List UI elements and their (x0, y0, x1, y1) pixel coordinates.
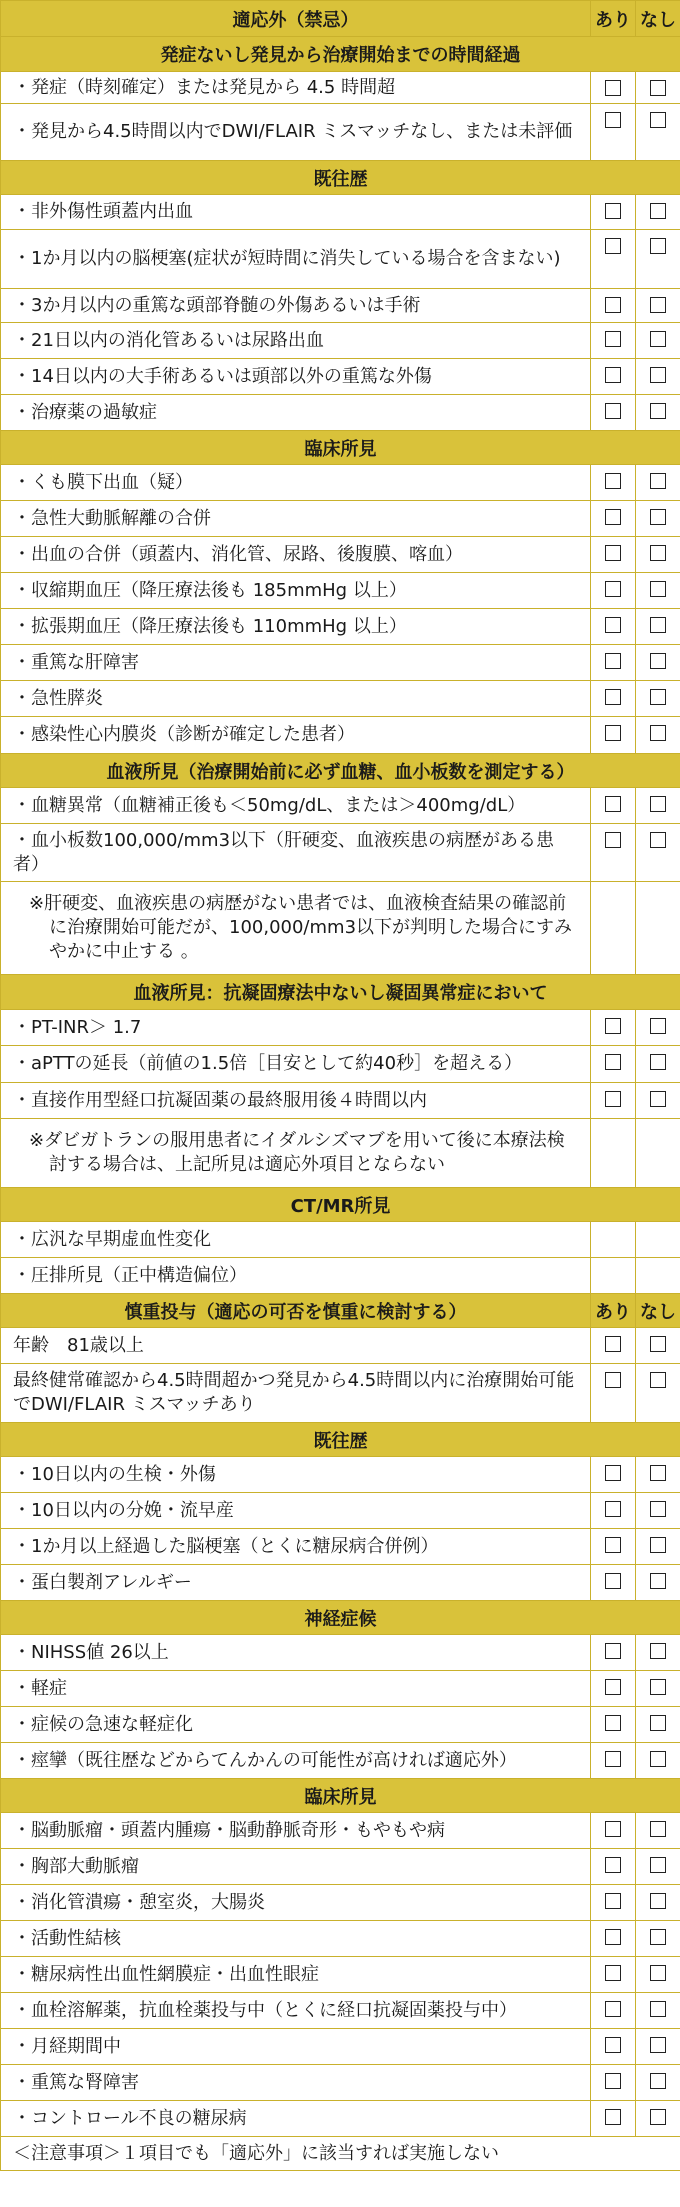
check-item-label: ・蛋白製剤アレルギー (1, 1565, 591, 1601)
section-title: 発症ないし発見から治療開始までの時間経過 (1, 37, 680, 72)
check-cell-no (636, 2029, 680, 2065)
check-cell-yes (591, 681, 636, 717)
check-item-label: ・aPTTの延長（前値の1.5倍［目安として約40秒］を超える） (1, 1046, 591, 1083)
check-cell-no (636, 1885, 680, 1921)
checkbox-yes[interactable] (605, 509, 621, 525)
check-cell-yes (591, 537, 636, 573)
checkbox-no[interactable] (650, 1501, 666, 1517)
checklist-body (1, 1, 680, 2171)
section-header-row (1, 975, 680, 1010)
check-item-label: ・直接作用型経口抗凝固薬の最終服用後４時間以内 (1, 1083, 591, 1119)
check-item-label: ・非外傷性頭蓋内出血 (1, 195, 591, 230)
check-cell-yes (591, 1493, 636, 1529)
checkbox-no[interactable] (650, 796, 666, 812)
checkbox-yes[interactable] (605, 403, 621, 419)
section-title: 血液所見（治療開始前に必ず血糖、血小板数を測定する） (1, 754, 680, 788)
check-item-label: ・コントロール不良の糖尿病 (1, 2101, 591, 2137)
section-header-row (1, 1423, 680, 1457)
checkbox-yes[interactable] (605, 1372, 621, 1388)
section-header-row (1, 1601, 680, 1635)
check-cell-no (636, 1957, 680, 1993)
check-item-row (1, 717, 680, 754)
header-yes: あり (591, 1294, 636, 1328)
check-cell-yes (591, 1010, 636, 1046)
checkbox-yes[interactable] (605, 203, 621, 219)
checkbox-no[interactable] (650, 653, 666, 669)
check-cell-yes (591, 72, 636, 104)
check-cell-no (636, 681, 680, 717)
check-cell-yes (591, 465, 636, 501)
checkbox-yes[interactable] (605, 238, 621, 254)
section-header-row (1, 161, 680, 195)
check-item-row (1, 1743, 680, 1779)
checkbox-no[interactable] (650, 1372, 666, 1388)
check-cell-no (636, 1083, 680, 1119)
checkbox-yes[interactable] (605, 1751, 621, 1767)
checkbox-no[interactable] (650, 473, 666, 489)
check-cell-no (636, 1671, 680, 1707)
check-cell-no (636, 645, 680, 681)
check-item-label: ・消化管潰瘍・憩室炎，大腸炎 (1, 1885, 591, 1921)
check-item-label: ・発見から4.5時間以内でDWI/FLAIR ミスマッチなし、または未評価 (1, 104, 591, 161)
check-cell-yes (591, 1813, 636, 1849)
check-cell-no (636, 1364, 680, 1423)
check-item-label: ・急性大動脈解離の合併 (1, 501, 591, 537)
checkbox-no[interactable] (650, 203, 666, 219)
section-header-row (1, 754, 680, 788)
checkbox-no[interactable] (650, 1679, 666, 1695)
footer-row (1, 2137, 680, 2171)
check-item-row (1, 359, 680, 395)
check-item-label: ・活動性結核 (1, 1921, 591, 1957)
checkbox-no[interactable] (650, 1018, 666, 1034)
section-title: 慎重投与（適応の可否を慎重に検討する） (1, 1294, 591, 1328)
check-item-label: 最終健常確認から4.5時間超かつ発見から4.5時間以内に治療開始可能でDWI/FLAIR ミスマッチあり (1, 1364, 591, 1423)
check-cell-no (636, 1707, 680, 1743)
section-title: 神経症候 (1, 1601, 680, 1635)
check-cell-no (636, 537, 680, 573)
check-item-row (1, 609, 680, 645)
section-title: 臨床所見 (1, 431, 680, 465)
check-item-label: ・14日以内の大手術あるいは頭部以外の重篤な外傷 (1, 359, 591, 395)
check-item-row (1, 1529, 680, 1565)
check-cell-no (636, 1457, 680, 1493)
checkbox-yes[interactable] (605, 796, 621, 812)
check-item-label: ・NIHSS値 26以上 (1, 1635, 591, 1671)
checkbox-yes[interactable] (605, 1465, 621, 1481)
checkbox-no[interactable] (650, 1821, 666, 1837)
check-cell-no (636, 1849, 680, 1885)
check-cell-no (636, 824, 680, 882)
check-item-row (1, 1364, 680, 1423)
check-cell-no (636, 573, 680, 609)
check-item-row (1, 681, 680, 717)
checkbox-no[interactable] (650, 367, 666, 383)
checkbox-yes[interactable] (605, 1643, 621, 1659)
check-cell-no (636, 1328, 680, 1364)
check-item-label: ・1か月以内の脳梗塞(症状が短時間に消失している場合を含まない) (1, 230, 591, 289)
check-cell-no (636, 289, 680, 323)
check-cell-yes (591, 2065, 636, 2101)
checkbox-no[interactable] (650, 331, 666, 347)
check-item-label: ・感染性心内膜炎（診断が確定した患者） (1, 717, 591, 754)
checkbox-yes[interactable] (605, 1715, 621, 1731)
check-item-row (1, 2029, 680, 2065)
check-item-row (1, 1493, 680, 1529)
check-item-label: ・軽症 (1, 1671, 591, 1707)
check-item-row (1, 72, 680, 104)
checkbox-no[interactable] (650, 2037, 666, 2053)
check-item-row (1, 2065, 680, 2101)
checkbox-yes[interactable] (605, 2109, 621, 2125)
checkbox-no[interactable] (650, 1573, 666, 1589)
check-item-row (1, 1707, 680, 1743)
check-cell-yes (591, 501, 636, 537)
check-cell-yes (591, 1222, 636, 1258)
check-item-label: ・圧排所見（正中構造偏位） (1, 1258, 591, 1294)
checkbox-yes[interactable] (605, 2001, 621, 2017)
check-cell-no (636, 1046, 680, 1083)
check-cell-no (636, 1010, 680, 1046)
check-item-row (1, 1457, 680, 1493)
checkbox-no[interactable] (650, 1465, 666, 1481)
note-text: ※ダビガトランの服用患者にイダルシズマブを用いて後に本療法検討する場合は、上記所見は適応外項目とならない (1, 1119, 591, 1188)
check-item-row (1, 1635, 680, 1671)
section-title: 臨床所見 (1, 1779, 680, 1813)
checkbox-yes[interactable] (605, 1821, 621, 1837)
check-item-row (1, 1083, 680, 1119)
check-item-label: ・21日以内の消化管あるいは尿路出血 (1, 323, 591, 359)
note-text: ※肝硬変、血液疾患の病歴がない患者では、血液検査結果の確認前に治療開始可能だが、100,000/mm3以下が判明した場合にすみやかに中止する 。 (1, 882, 591, 975)
checkbox-yes[interactable] (605, 1929, 621, 1945)
checkbox-yes[interactable] (605, 725, 621, 741)
check-item-label: ・血小板数100,000/mm3以下（肝硬変、血液疾患の病歴がある患者） (1, 824, 591, 882)
check-item-row (1, 289, 680, 323)
check-cell-no (636, 195, 680, 230)
check-cell-no (636, 1529, 680, 1565)
checkbox-no[interactable] (650, 2001, 666, 2017)
checkbox-no[interactable] (650, 80, 666, 96)
checkbox-yes[interactable] (605, 80, 621, 96)
check-item-label: ・糖尿病性出血性網膜症・出血性眼症 (1, 1957, 591, 1993)
check-cell-no (636, 230, 680, 289)
checkbox-no[interactable] (650, 1929, 666, 1945)
check-cell-no (636, 1565, 680, 1601)
checkbox-no[interactable] (650, 2073, 666, 2089)
check-item-label: ・収縮期血圧（降圧療法後も 185mmHg 以上） (1, 573, 591, 609)
check-cell-yes (591, 1328, 636, 1364)
check-item-label: ・症候の急速な軽症化 (1, 1707, 591, 1743)
check-cell-yes (591, 395, 636, 431)
check-item-label: ・血糖異常（血糖補正後も＜50mg/dL、または＞400mg/dL） (1, 788, 591, 824)
check-cell-yes (591, 788, 636, 824)
checkbox-yes[interactable] (605, 1501, 621, 1517)
check-cell-no (636, 72, 680, 104)
checkbox-yes[interactable] (605, 1965, 621, 1981)
check-cell-no (636, 1813, 680, 1849)
check-item-row (1, 104, 680, 161)
checkbox-yes[interactable] (605, 1091, 621, 1107)
check-cell-yes (591, 1083, 636, 1119)
check-cell-yes (591, 1565, 636, 1601)
check-item-row (1, 537, 680, 573)
section-header-row (1, 1188, 680, 1222)
checkbox-no[interactable] (650, 1965, 666, 1981)
check-cell-yes (591, 1885, 636, 1921)
check-cell-no (636, 1921, 680, 1957)
check-item-row (1, 395, 680, 431)
check-cell-yes (591, 573, 636, 609)
checkbox-no[interactable] (650, 1715, 666, 1731)
check-cell-no (636, 1743, 680, 1779)
check-cell-yes (591, 1046, 636, 1083)
check-cell-yes (591, 824, 636, 882)
check-cell-no (636, 395, 680, 431)
check-cell-no (636, 501, 680, 537)
checkbox-yes[interactable] (605, 581, 621, 597)
check-item-label: ・1か月以上経過した脳梗塞（とくに糖尿病合併例） (1, 1529, 591, 1565)
section-title: 血液所見：抗凝固療法中ないし凝固異常症において (1, 975, 680, 1010)
check-cell-yes (591, 1849, 636, 1885)
check-item-row (1, 573, 680, 609)
checkbox-no[interactable] (650, 1751, 666, 1767)
checkbox-no[interactable] (650, 1537, 666, 1553)
checkbox-no[interactable] (650, 1893, 666, 1909)
check-cell-yes (591, 1258, 636, 1294)
check-cell-no (636, 359, 680, 395)
section-title: 既往歴 (1, 1423, 680, 1457)
check-item-label: ・痙攣（既往歴などからてんかんの可能性が高ければ適応外） (1, 1743, 591, 1779)
check-item-row (1, 1885, 680, 1921)
checkbox-yes[interactable] (605, 1537, 621, 1553)
section-title: 既往歴 (1, 161, 680, 195)
checkbox-no[interactable] (650, 545, 666, 561)
check-item-row (1, 1565, 680, 1601)
checkbox-yes[interactable] (605, 473, 621, 489)
check-cell-no (636, 1222, 680, 1258)
checkbox-yes[interactable] (605, 1857, 621, 1873)
check-item-row (1, 1849, 680, 1885)
empty-cell (591, 1119, 636, 1188)
check-cell-yes (591, 1707, 636, 1743)
check-item-row (1, 1046, 680, 1083)
empty-cell (636, 1119, 680, 1188)
checkbox-no[interactable] (650, 1336, 666, 1352)
check-cell-yes (591, 323, 636, 359)
check-item-row (1, 1010, 680, 1046)
checkbox-yes[interactable] (605, 1018, 621, 1034)
checkbox-no[interactable] (650, 725, 666, 741)
empty-cell (636, 882, 680, 975)
check-item-row (1, 1813, 680, 1849)
check-item-label: ・くも膜下出血（疑） (1, 465, 591, 501)
check-cell-yes (591, 609, 636, 645)
checkbox-yes[interactable] (605, 545, 621, 561)
check-item-row (1, 1258, 680, 1294)
checkbox-yes[interactable] (605, 689, 621, 705)
checkbox-yes[interactable] (605, 1893, 621, 1909)
header-no: なし (636, 1294, 680, 1328)
checkbox-no[interactable] (650, 112, 666, 128)
check-item-row (1, 465, 680, 501)
checkbox-no[interactable] (650, 1857, 666, 1873)
checkbox-yes[interactable] (605, 1054, 621, 1070)
checkbox-no[interactable] (650, 832, 666, 848)
check-cell-yes (591, 1635, 636, 1671)
check-item-label: ・10日以内の分娩・流早産 (1, 1493, 591, 1529)
check-item-row (1, 1222, 680, 1258)
check-item-label: ・急性膵炎 (1, 681, 591, 717)
checkbox-no[interactable] (650, 1054, 666, 1070)
check-cell-no (636, 1993, 680, 2029)
checkbox-yes[interactable] (605, 331, 621, 347)
check-cell-no (636, 609, 680, 645)
check-item-label: ・出血の合併（頭蓋内、消化管、尿路、後腹膜、喀血） (1, 537, 591, 573)
empty-cell (591, 882, 636, 975)
check-cell-no (636, 104, 680, 161)
check-item-row (1, 230, 680, 289)
footer-note: ＜注意事項＞１項目でも「適応外」に該当すれば実施しない (1, 2137, 680, 2171)
check-cell-yes (591, 1671, 636, 1707)
note-row (1, 882, 680, 975)
checkbox-no[interactable] (650, 509, 666, 525)
check-cell-yes (591, 1993, 636, 2029)
check-item-row (1, 1993, 680, 2029)
check-cell-yes (591, 2101, 636, 2137)
check-cell-yes (591, 717, 636, 754)
check-item-label: ・発症（時刻確定）または発見から 4.5 時間超 (1, 72, 591, 104)
check-item-label: ・重篤な腎障害 (1, 2065, 591, 2101)
check-item-label: ・血栓溶解薬，抗血栓薬投与中（とくに経口抗凝固薬投与中） (1, 1993, 591, 2029)
check-item-row (1, 645, 680, 681)
checkbox-yes[interactable] (605, 617, 621, 633)
section-header-row (1, 1294, 680, 1328)
check-item-label: 年齢 81歳以上 (1, 1328, 591, 1364)
check-item-label: ・月経期間中 (1, 2029, 591, 2065)
check-item-row (1, 788, 680, 824)
checkbox-yes[interactable] (605, 832, 621, 848)
check-cell-yes (591, 104, 636, 161)
check-cell-no (636, 2065, 680, 2101)
check-item-row (1, 1921, 680, 1957)
check-cell-yes (591, 1457, 636, 1493)
check-cell-yes (591, 1364, 636, 1423)
check-cell-no (636, 465, 680, 501)
check-item-row (1, 323, 680, 359)
check-cell-yes (591, 1529, 636, 1565)
check-cell-yes (591, 1743, 636, 1779)
check-item-row (1, 1957, 680, 1993)
check-item-row (1, 501, 680, 537)
check-cell-yes (591, 230, 636, 289)
checkbox-yes[interactable] (605, 1679, 621, 1695)
check-item-row (1, 1328, 680, 1364)
check-cell-yes (591, 359, 636, 395)
check-cell-no (636, 1635, 680, 1671)
check-item-row (1, 195, 680, 230)
check-cell-no (636, 1493, 680, 1529)
check-item-label: ・胸部大動脈瘤 (1, 1849, 591, 1885)
check-cell-no (636, 1258, 680, 1294)
section-header-row (1, 431, 680, 465)
check-cell-yes (591, 2029, 636, 2065)
checkbox-no[interactable] (650, 617, 666, 633)
checkbox-no[interactable] (650, 1091, 666, 1107)
check-cell-no (636, 323, 680, 359)
section-header-row (1, 37, 680, 72)
check-item-label: ・10日以内の生検・外傷 (1, 1457, 591, 1493)
check-cell-yes (591, 1921, 636, 1957)
checkbox-yes[interactable] (605, 653, 621, 669)
check-cell-no (636, 2101, 680, 2137)
check-item-row (1, 1671, 680, 1707)
check-cell-no (636, 788, 680, 824)
checkbox-yes[interactable] (605, 367, 621, 383)
checkbox-yes[interactable] (605, 112, 621, 128)
check-item-label: ・重篤な肝障害 (1, 645, 591, 681)
check-item-label: ・PT-INR＞ 1.7 (1, 1010, 591, 1046)
checkbox-no[interactable] (650, 238, 666, 254)
check-item-label: ・広汎な早期虚血性変化 (1, 1222, 591, 1258)
note-row (1, 1119, 680, 1188)
checkbox-yes[interactable] (605, 2037, 621, 2053)
checkbox-no[interactable] (650, 1643, 666, 1659)
check-cell-yes (591, 645, 636, 681)
check-item-label: ・拡張期血圧（降圧療法後も 110mmHg 以上） (1, 609, 591, 645)
header-no: なし (636, 1, 680, 37)
checkbox-no[interactable] (650, 403, 666, 419)
checkbox-no[interactable] (650, 581, 666, 597)
checkbox-no[interactable] (650, 297, 666, 313)
check-item-row (1, 824, 680, 882)
section-header-row (1, 1779, 680, 1813)
checkbox-no[interactable] (650, 2109, 666, 2125)
checkbox-no[interactable] (650, 689, 666, 705)
section-title: CT/MR所見 (1, 1188, 680, 1222)
header-title: 適応外（禁忌） (1, 1, 591, 37)
checkbox-yes[interactable] (605, 2073, 621, 2089)
check-cell-yes (591, 1957, 636, 1993)
header-row (1, 1, 680, 37)
checkbox-yes[interactable] (605, 1336, 621, 1352)
checkbox-yes[interactable] (605, 1573, 621, 1589)
header-yes: あり (591, 1, 636, 37)
check-item-row (1, 2101, 680, 2137)
check-cell-no (636, 717, 680, 754)
check-item-label: ・3か月以内の重篤な頭部脊髄の外傷あるいは手術 (1, 289, 591, 323)
check-cell-yes (591, 289, 636, 323)
check-item-label: ・脳動脈瘤・頭蓋内腫瘍・脳動静脈奇形・もやもや病 (1, 1813, 591, 1849)
check-cell-yes (591, 195, 636, 230)
check-item-label: ・治療薬の過敏症 (1, 395, 591, 431)
checkbox-yes[interactable] (605, 297, 621, 313)
